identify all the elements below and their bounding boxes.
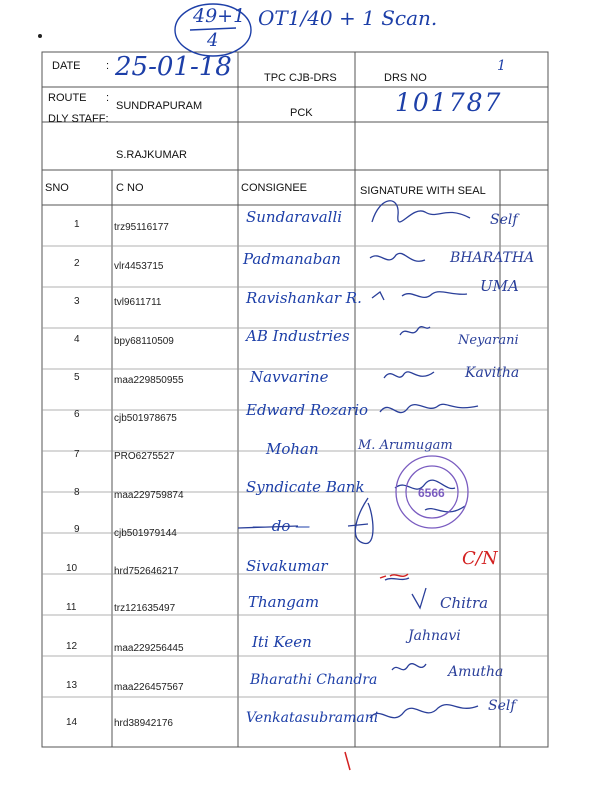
row-sno: 7 [74,449,80,460]
staff-label: DLY STAFF: [48,113,109,125]
row-consignee: Sivakumar [246,557,328,575]
row-signature: Jahnavi [408,628,461,644]
drs-label: DRS NO [384,72,427,84]
row-consignee: Bharathi Chandra [250,672,378,688]
row-sno: 12 [66,641,78,652]
row-consignee: — do — [252,517,311,535]
row-cno: maa229759874 [114,490,184,501]
row-consignee: Padmanaban [243,250,341,268]
row-consignee: Mohan [266,440,319,458]
row-signature: M. Arumugam [358,438,453,453]
row-cno: hrd38942176 [114,718,173,729]
row-consignee: Navvarine [250,368,329,386]
row-consignee: Sundaravalli [246,208,343,226]
row-consignee: Thangam [248,593,320,611]
row-sno: 11 [66,602,77,613]
row-signature: Kavitha [465,365,520,381]
row-sno: 14 [66,717,78,728]
row-sno: 3 [74,296,80,307]
drs-number: 101787 [395,88,503,117]
row-cno: bpy68110509 [114,336,174,347]
stamp-number: 6566 [418,486,445,500]
row-consignee: Ravishankar R. [246,289,362,307]
date-colon: : [106,60,110,72]
col-cno: C NO [116,182,144,194]
note-denominator: 4 [207,30,219,51]
row-signature: Self [490,212,518,228]
row-consignee: AB Industries [246,327,350,345]
row-consignee: Syndicate Bank [246,478,365,496]
row-signature: Amutha [448,664,504,680]
row-cno: maa226457567 [114,682,184,693]
row-cno: vlr4453715 [114,261,164,272]
row-sno: 8 [74,487,80,498]
drs-suffix: 1 [497,58,506,74]
row-sno: 9 [74,524,80,535]
col-signature: SIGNATURE WITH SEAL [360,185,486,197]
office-code: TPC CJB-DRS [264,72,337,84]
row-sno: 10 [66,563,78,574]
row-sno: 5 [74,372,80,383]
date-label: DATE [52,60,81,72]
row-signature: Chitra [440,594,489,612]
row-cno: hrd752646217 [114,566,179,577]
row-sno: 2 [74,258,80,269]
row-cno: trz95116177 [114,222,169,233]
route-value: SUNDRAPURAM [116,100,203,112]
row-consignee: Edward Rozario [246,401,369,419]
route-colon: : [106,92,110,104]
row-cno: trz121635497 [114,603,176,614]
row-cno: tvl9611711 [114,297,162,308]
row-consignee: Iti Keen [252,633,312,651]
row-cno: cjb501978675 [114,413,177,424]
note-text: OT1/40 + 1 Scan. [258,6,438,30]
note-numerator: 49+1 [193,5,246,27]
row-sno: 1 [74,219,80,230]
row-sno: 13 [66,680,78,691]
row-sno: 6 [74,409,80,420]
row-consignee: Venkatasubramani [246,710,379,726]
route-label: ROUTE [48,92,87,104]
col-sno: SNO [45,182,69,194]
row-signature: C/N [462,548,498,569]
col-consignee: CONSIGNEE [241,182,308,194]
date-value: 25-01-18 [115,52,232,82]
row-sno: 4 [74,334,80,345]
row-signature: BHARATHA [450,250,535,266]
row-cno: PRO6275527 [114,451,175,462]
row-cno: maa229256445 [114,643,184,654]
row-cno: cjb501979144 [114,528,177,539]
staff-value: S.RAJKUMAR [116,149,187,161]
row-signature: Self [488,698,516,714]
pck-label: PCK [290,107,313,119]
row-signature: Neyarani [458,333,519,348]
row-signature: UMA [480,277,519,295]
row-cno: maa229850955 [114,375,184,386]
